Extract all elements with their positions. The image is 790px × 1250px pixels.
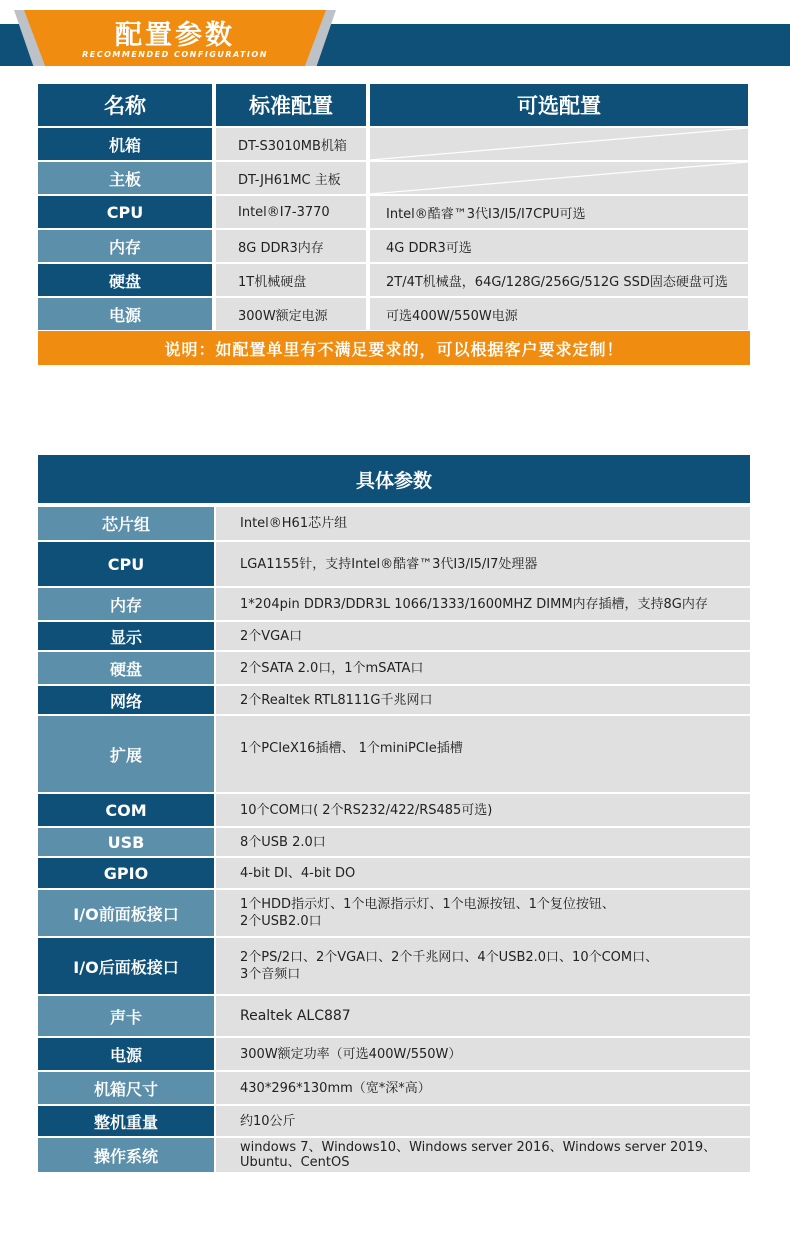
spec-row [38,938,750,994]
spec-label: 电源 [38,1038,214,1070]
config-row [38,264,750,296]
spec-label: 声卡 [38,996,214,1036]
spec-value: 8个USB 2.0口 [216,828,750,856]
config-row [38,298,750,330]
diagonal-line [370,162,748,194]
spec-value [216,1138,750,1172]
header-optional: 可选配置 [370,84,748,126]
spec-value-line: 2个PS/2口、2个VGA口、2个千兆网口、4个USB2.0口、10个COM口、 [240,950,659,965]
spec-value: 300W额定功率（可选400W/550W） [216,1038,750,1070]
spec-label: 整机重量 [38,1106,214,1136]
spec-row [38,622,750,650]
row-label: 主板 [38,162,212,194]
spec-value-line: 3个音频口 [240,967,301,982]
spec-label: GPIO [38,858,214,888]
spec-value-line: 1个HDD指示灯、1个电源指示灯、1个电源按钮、1个复位按钮、 [240,897,615,912]
spec-value: LGA1155针，支持Intel®酷睿™3代I3/I5/I7处理器 [216,542,750,586]
spec-value [216,890,750,936]
spec-label: 显示 [38,622,214,650]
row-label: CPU [38,196,212,228]
row-label: 硬盘 [38,264,212,296]
row-label: 机箱 [38,128,212,160]
row-optional: 可选400W/550W电源 [370,298,748,330]
diagonal-line [370,128,748,160]
spec-label: I/O前面板接口 [38,890,214,936]
spec-row [38,686,750,714]
spec-label: 硬盘 [38,652,214,684]
spec-value [216,938,750,994]
spec-row [38,1106,750,1136]
spec-label: COM [38,794,214,826]
row-standard: Intel®I7-3770 [216,196,366,228]
row-label: 电源 [38,298,212,330]
spec-row [38,1138,750,1172]
page-subtitle: RECOMMENDED CONFIGURATION [82,50,268,59]
spec-value: Intel®H61芯片组 [216,507,750,540]
row-optional: 4G DDR3可选 [370,230,748,262]
spec-value: 1个PCIeX16插槽、 1个miniPCIe插槽 [216,716,750,792]
spec-label: 网络 [38,686,214,714]
spec-value: 2个Realtek RTL8111G千兆网口 [216,686,750,714]
row-standard: DT-S3010MB机箱 [216,128,366,160]
spec-row [38,890,750,936]
spec-label: 机箱尺寸 [38,1072,214,1104]
spec-row [38,794,750,826]
spec-row [38,652,750,684]
spec-label: CPU [38,542,214,586]
spec-table-title: 具体参数 [38,455,750,503]
config-row [38,230,750,262]
row-standard: 8G DDR3内存 [216,230,366,262]
spec-row [38,716,750,792]
spec-value: 10个COM口( 2个RS232/422/RS485可选) [216,794,750,826]
header-name: 名称 [38,84,212,126]
row-optional: Intel®酷睿™3代I3/I5/I7CPU可选 [370,196,748,228]
spec-row [38,507,750,540]
row-standard: DT-JH61MC 主板 [216,162,366,194]
spec-label: USB [38,828,214,856]
config-row [38,196,750,228]
spec-label: 芯片组 [38,507,214,540]
row-label: 内存 [38,230,212,262]
customization-note: 说明：如配置单里有不满足要求的，可以根据客户要求定制！ [38,331,750,365]
config-row [38,162,750,194]
spec-value: 430*296*130mm（宽*深*高） [216,1072,750,1104]
spec-value-line: windows 7、Windows10、Windows server 2016、Windows server 2019、 [240,1140,717,1155]
config-row [38,128,750,160]
spec-label: 操作系统 [38,1138,214,1172]
spec-value-line: Ubuntu、CentOS [240,1155,350,1170]
spec-row [38,1072,750,1104]
row-optional: 2T/4T机械盘，64G/128G/256G/512G SSD固态硬盘可选 [370,264,748,296]
spec-value: 2个VGA口 [216,622,750,650]
spec-row [38,996,750,1036]
spec-row [38,542,750,586]
spec-row [38,858,750,888]
row-optional-empty [370,128,748,160]
page-title: 配置参数 [115,20,235,51]
spec-value: 2个SATA 2.0口，1个mSATA口 [216,652,750,684]
row-standard: 300W额定电源 [216,298,366,330]
spec-value-line: 2个USB2.0口 [240,914,322,929]
spec-label: 扩展 [38,716,214,792]
spec-value: 4-bit DI、4-bit DO [216,858,750,888]
spec-value: 1*204pin DDR3/DDR3L 1066/1333/1600MHZ DIMM内存插槽，支持8G内存 [216,588,750,620]
row-optional-empty [370,162,748,194]
spec-row [38,1038,750,1070]
spec-value: 约10公斤 [216,1106,750,1136]
spec-value: Realtek ALC887 [216,996,750,1036]
header-standard: 标准配置 [216,84,366,126]
row-standard: 1T机械硬盘 [216,264,366,296]
spec-label: 内存 [38,588,214,620]
spec-row [38,588,750,620]
spec-label: I/O后面板接口 [38,938,214,994]
spec-row [38,828,750,856]
config-header-row [38,84,750,126]
